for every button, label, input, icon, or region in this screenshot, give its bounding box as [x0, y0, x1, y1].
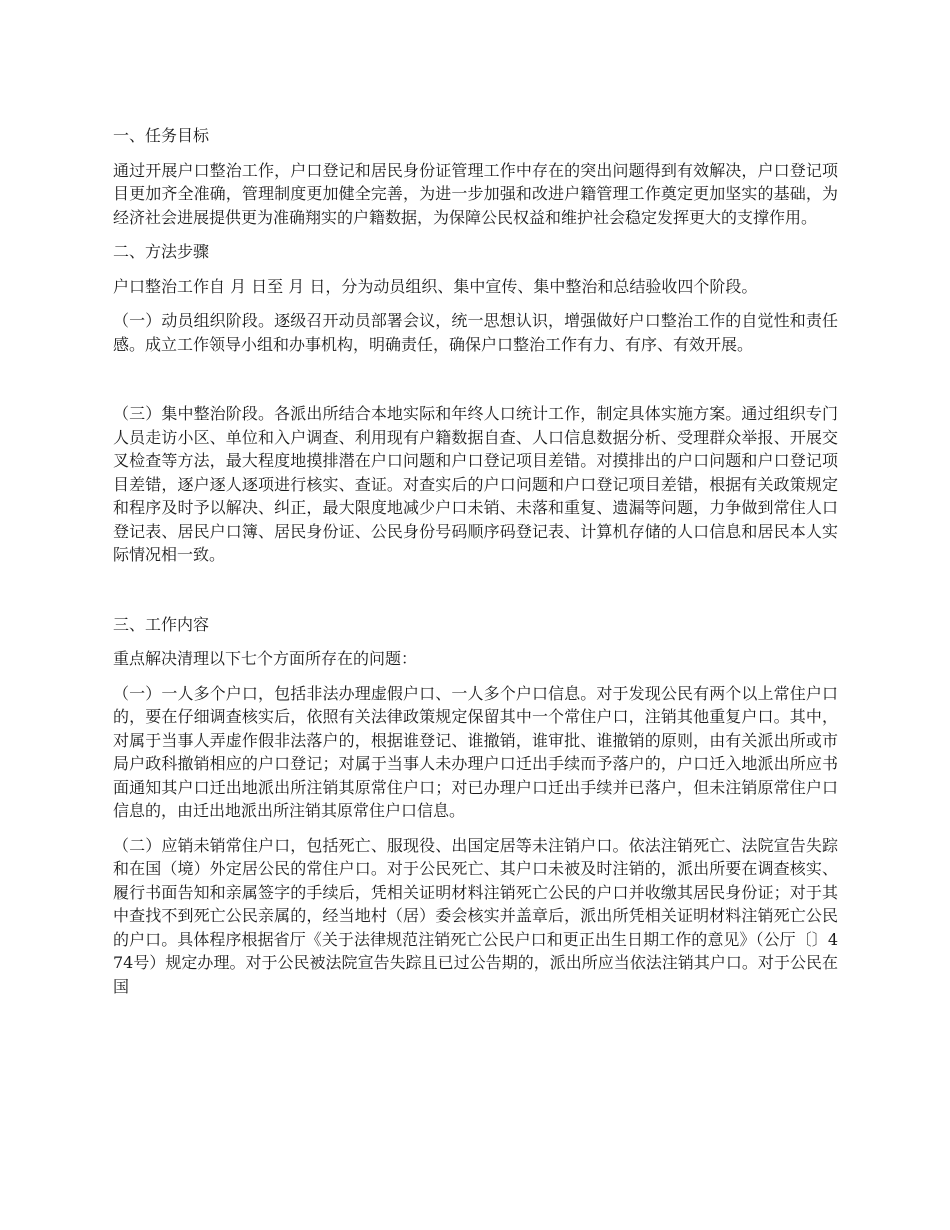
paragraph-schedule: 户口整治工作自 月 日至 月 日，分为动员组织、集中宣传、集中整治和总结验收四个阶段。: [113, 276, 758, 296]
section-heading-work-content: 三、工作内容: [113, 614, 210, 634]
section-heading-task-goal: 一、任务目标: [113, 126, 210, 145]
blank-gap: [113, 367, 838, 402]
paragraph-stage-mobilization: （一）动员组织阶段。逐级召开动员部署会议，统一思想认识，增强做好户口整治工作的自觉性和责任感。成立工作领导小组和办事机构，明确责任，确保户口整治工作有力、有序、有效开展。: [113, 311, 838, 354]
paragraph-key-issues-intro: 重点解决清理以下七个方面所存在的问题：: [113, 649, 418, 668]
paragraph-issue-unregistered-cancellations: （二）应销未销常住户口，包括死亡、服现役、出国定居等未注销户口。依法注销死亡、法院宣告失踪和在国（境）外定居公民的常住户口。对于公民死亡、其户口未被及时注销的，派出所要在调查核实、履行书面告知和亲属签字的手续后，凭相关证明材料注销死亡公民的户口并收缴其居民身份证；对于其中查找不到死亡公民亲属的，经当地村（居）委会核实并盖章后，派出所凭相关证明材料注销死亡公民的户口。具体程序根据省厅《关于法律规范注销死亡公民户口和更正出生日期工作的意见》（公厅〔〕474号）规定办理。对于公民被法院宣告失踪且已过公告期的，派出所应当依法注销其户口。对于公民在国: [113, 835, 838, 996]
paragraph-task-goal: 通过开展户口整治工作，户口登记和居民身份证管理工作中存在的突出问题得到有效解决，户口登记项目更加齐全准确，管理制度更加健全完善，为进一步加强和改进户籍管理工作奠定更加坚实的基础，为经济社会进展提供更为准确翔实的户籍数据，为保障公民权益和维护社会稳定发挥更大的支撑作用。: [113, 160, 838, 227]
paragraph-stage-rectification: （三）集中整治阶段。各派出所结合本地实际和年终人口统计工作，制定具体实施方案。通过组织专门人员走访小区、单位和入户调查、利用现有户籍数据自查、人口信息数据分析、受理群众举报、开展交叉检查等方法，最大程度地摸排潜在户口问题和户口登记项目差错。对摸排出的户口问题和户口登记项目差错，逐户逐人逐项进行核实、查证。对查实后的户口问题和户口登记项目差错，根据有关政策规定和程序及时予以解决、纠正，最大限度地减少户口未销、未落和重复、遗漏等问题，力争做到常住人口登记表、居民户口簿、居民身份证、公民身份号码顺序码登记表、计算机存储的人口信息和居民本人实际情况相一致。: [113, 404, 838, 564]
document-body: [113, 124, 838, 1009]
section-heading-method-steps: 二、方法步骤: [113, 242, 210, 261]
blank-gap: [113, 578, 838, 613]
paragraph-issue-multiple-registrations: （一）一人多个户口，包括非法办理虚假户口、一人多个户口信息。对于发现公民有两个以上常住户口的，要在仔细调查核实后，依照有关法律政策规定保留其中一个常住户口，注销其他重复户口。其中，对属于当事人弄虚作假非法落户的，根据谁登记、谁撤销，谁审批、谁撤销的原则，由有关派出所或市局户政科撤销相应的户口登记；对属于当事人未办理户口迁出手续而予落户的，户口迁入地派出所应书面通知其户口迁出地派出所注销其原常住户口；对已办理户口迁出手续并已落户，但未注销原常住户口信息的，由迁出地派出所注销其原常住户口信息。: [113, 683, 838, 820]
